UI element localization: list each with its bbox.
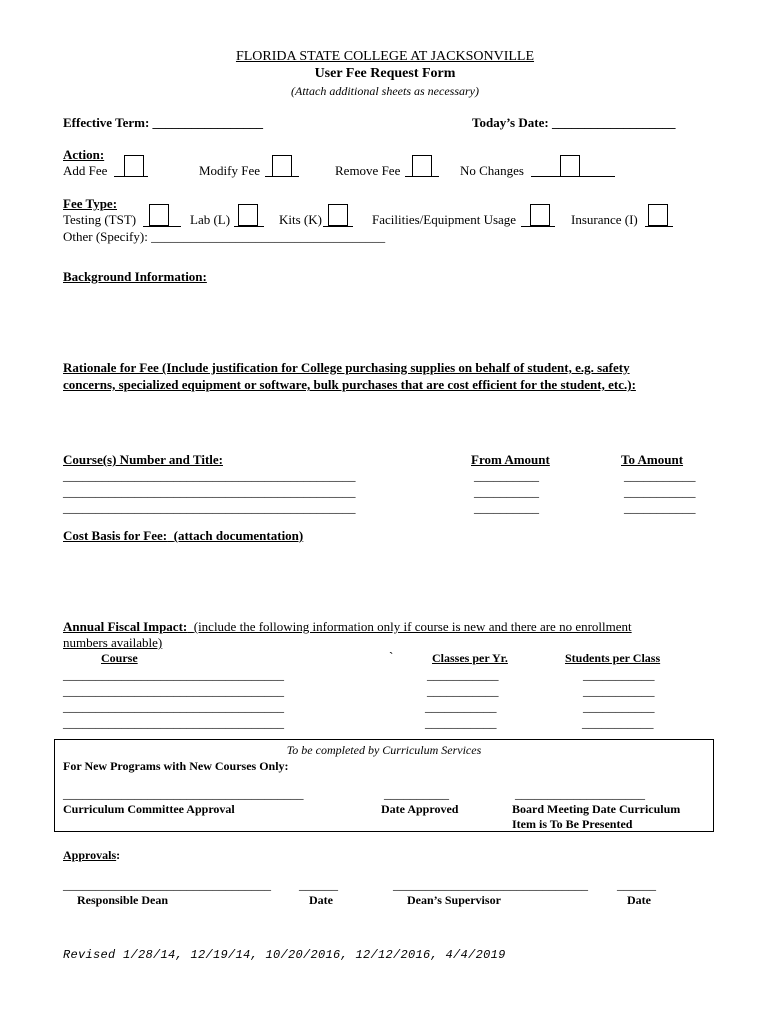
fiscal-students-blank[interactable]: ___________	[583, 699, 655, 714]
board-meeting-label-line1: Board Meeting Date Curriculum	[512, 802, 681, 816]
fee-type-lab-checkbox[interactable]	[238, 204, 258, 226]
todays-date-blank: ___________________	[551, 115, 676, 130]
action-remove-fee-checkbox[interactable]	[412, 155, 432, 177]
action-heading: Action:	[63, 147, 105, 162]
fiscal-classes-blank[interactable]: ___________	[427, 683, 499, 698]
action-no-changes-label: No Changes	[460, 163, 524, 178]
effective-term-label: Effective Term:	[63, 115, 150, 130]
fee-type-testing-underline	[143, 226, 181, 227]
fiscal-students-blank[interactable]: ___________	[583, 667, 655, 682]
fee-type-testing-label: Testing (TST)	[63, 212, 137, 227]
cost-basis-label: Cost Basis for Fee:	[63, 528, 168, 543]
supervisor-date-label: Date	[627, 893, 651, 907]
fiscal-students-blank[interactable]: ___________	[582, 715, 654, 730]
background-input-area[interactable]	[63, 290, 703, 350]
fee-type-other-field[interactable]	[63, 230, 385, 243]
courses-heading: Course(s) Number and Title:	[63, 452, 223, 467]
fee-type-kits-checkbox[interactable]	[328, 204, 348, 226]
revised-footer: Revised 1/28/14, 12/19/14, 10/20/2016, 12/12/2016, 4/4/2019	[63, 948, 506, 962]
from-amount-blank[interactable]: __________	[474, 484, 539, 499]
fiscal-course-blank[interactable]: __________________________________	[63, 667, 284, 682]
approvals-heading-colon: :	[116, 848, 121, 862]
fee-type-insurance-checkbox[interactable]	[648, 204, 668, 226]
action-remove-fee-label: Remove Fee	[335, 163, 401, 178]
action-add-fee-label: Add Fee	[63, 163, 108, 178]
responsible-dean-label: Responsible Dean	[77, 893, 169, 907]
fiscal-classes-blank[interactable]: ___________	[425, 715, 497, 730]
to-amount-blank[interactable]: ___________	[624, 500, 696, 515]
fee-type-testing-checkbox[interactable]	[149, 204, 169, 226]
fee-type-lab-underline	[234, 226, 264, 227]
fiscal-col-classes: Classes per Yr.	[432, 651, 508, 665]
committee-approval-label: Curriculum Committee Approval	[63, 802, 235, 816]
to-amount-blank[interactable]: ___________	[624, 468, 696, 483]
background-heading: Background Information:	[63, 269, 207, 284]
fee-type-heading: Fee Type:	[63, 196, 118, 211]
todays-date-field[interactable]	[472, 116, 675, 129]
cost-basis-input-area[interactable]	[63, 548, 703, 608]
fee-type-facilities-checkbox[interactable]	[530, 204, 550, 226]
supervisor-label: Dean’s Supervisor	[407, 893, 501, 907]
fee-type-insurance-underline	[645, 226, 673, 227]
todays-date-label: Today’s Date:	[472, 115, 549, 130]
curriculum-heading: For New Programs with New Courses Only:	[63, 759, 289, 773]
fiscal-heading: Annual Fiscal Impact:	[63, 619, 188, 634]
course-title-blank[interactable]: _____________________________________________	[63, 484, 356, 499]
to-amount-blank[interactable]: ___________	[624, 484, 696, 499]
fiscal-col-students: Students per Class	[565, 651, 661, 665]
rationale-heading-line1: Rationale for Fee (Include justification for College purchasing supplies on behalf of student, e.g. safety	[63, 360, 630, 375]
fee-type-kits-label: Kits (K)	[279, 212, 322, 227]
fee-type-kits-underline	[323, 226, 353, 227]
fiscal-course-blank[interactable]: __________________________________	[63, 699, 284, 714]
approvals-heading-text: Approvals	[63, 848, 117, 862]
fiscal-note-line2: numbers available)	[63, 635, 163, 650]
form-title: User Fee Request Form	[314, 66, 456, 81]
committee-approval-blank[interactable]: _____________________________________	[63, 786, 304, 801]
date-approved-blank[interactable]: __________	[384, 786, 449, 801]
effective-term-blank: _________________	[152, 115, 264, 130]
board-meeting-blank[interactable]: ____________________	[515, 786, 645, 801]
dean-date-blank[interactable]: ______	[299, 877, 338, 892]
from-amount-heading: From Amount	[471, 452, 550, 467]
fee-type-other-blank: ____________________________________	[151, 229, 386, 244]
date-approved-label: Date Approved	[381, 802, 459, 816]
curriculum-note: To be completed by Curriculum Services	[286, 743, 482, 757]
to-amount-heading: To Amount	[621, 452, 684, 467]
dean-date-label: Date	[309, 893, 333, 907]
fiscal-course-blank[interactable]: __________________________________	[63, 715, 284, 730]
rationale-heading-line2: concerns, specialized equipment or software, bulk purchases that are cost efficient for the student, etc.):	[63, 377, 636, 392]
fiscal-classes-blank[interactable]: ___________	[427, 667, 499, 682]
course-title-blank[interactable]: _____________________________________________	[63, 468, 356, 483]
fiscal-students-blank[interactable]: ___________	[583, 683, 655, 698]
fiscal-col-course: Course	[101, 651, 138, 665]
from-amount-blank[interactable]: __________	[474, 500, 539, 515]
from-amount-blank[interactable]: __________	[474, 468, 539, 483]
action-no-changes-checkbox[interactable]	[560, 155, 580, 177]
supervisor-blank[interactable]: ______________________________	[393, 877, 588, 892]
fiscal-note: (include the following information only if course is new and there are no enrollment	[193, 619, 632, 634]
institution-title: FLORIDA STATE COLLEGE AT JACKSONVILLE	[235, 49, 535, 64]
supervisor-date-blank[interactable]: ______	[617, 877, 656, 892]
course-title-blank[interactable]: _____________________________________________	[63, 500, 356, 515]
action-modify-fee-label: Modify Fee	[199, 163, 261, 178]
effective-term-field[interactable]	[63, 116, 263, 129]
fee-type-lab-label: Lab (L)	[190, 212, 231, 227]
rationale-input-area[interactable]	[63, 398, 703, 448]
board-meeting-label-line2: Item is To Be Presented	[512, 817, 633, 831]
fee-type-other-label: Other (Specify):	[63, 229, 148, 244]
cost-basis-heading	[63, 529, 303, 542]
cost-basis-note: (attach documentation)	[173, 528, 304, 543]
fiscal-course-blank[interactable]: __________________________________	[63, 683, 284, 698]
fee-type-insurance-label: Insurance (I)	[571, 212, 638, 227]
fee-type-facilities-label: Facilities/Equipment Usage	[372, 212, 517, 227]
form-instruction: (Attach additional sheets as necessary)	[291, 84, 479, 98]
responsible-dean-blank[interactable]: ________________________________	[63, 877, 271, 892]
fee-type-facilities-underline	[521, 226, 555, 227]
action-add-fee-checkbox[interactable]	[124, 155, 144, 177]
approvals-heading	[63, 849, 120, 861]
fiscal-tick: `	[389, 649, 394, 664]
fiscal-classes-blank[interactable]: ___________	[425, 699, 497, 714]
action-modify-fee-checkbox[interactable]	[272, 155, 292, 177]
fiscal-heading-line	[63, 620, 632, 633]
